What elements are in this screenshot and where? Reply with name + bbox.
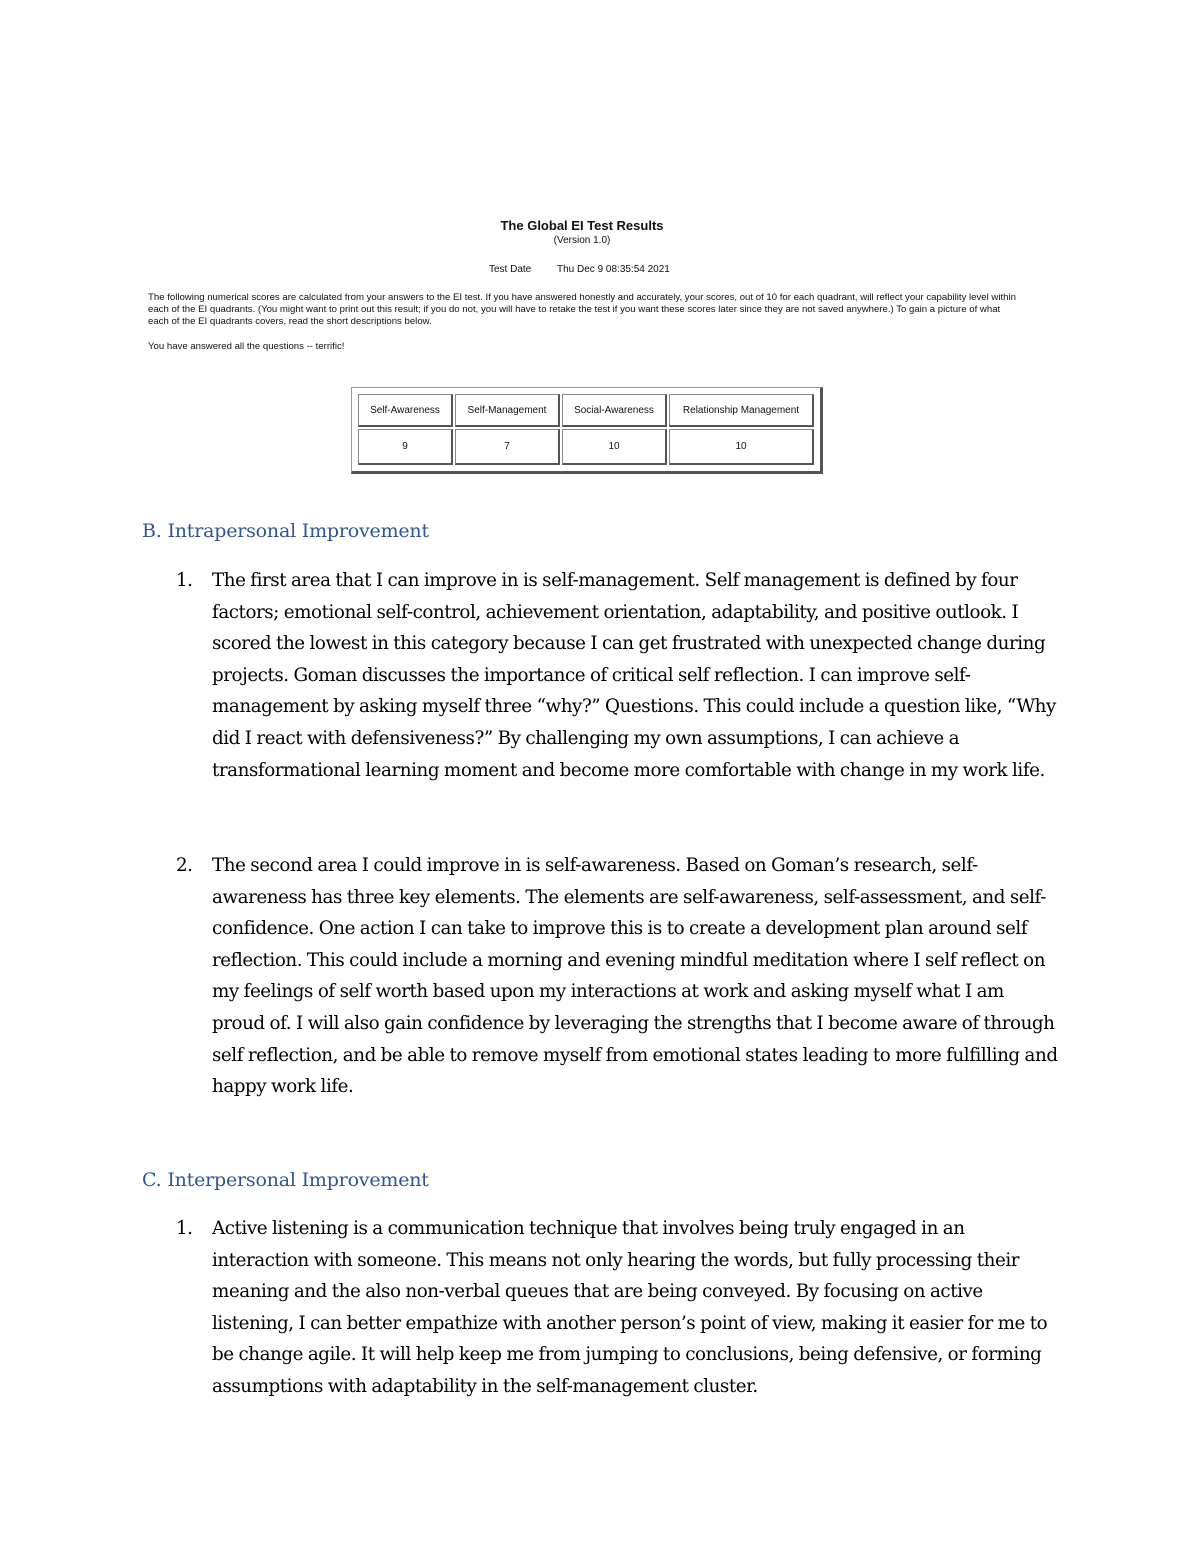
score-self-awareness: 9 bbox=[358, 429, 453, 465]
score-table-header-row bbox=[358, 394, 814, 427]
score-relationship-management: 10 bbox=[669, 429, 814, 465]
score-table bbox=[356, 392, 816, 467]
list-item-text: Active listening is a communication technique that involves being truly engaged in an interaction with someone. This means not only hearing the words, but fully processing their meaning and the also non-verbal queues that are being conveyed. By focusing on active listening, I can better empathize with another person’s point of view, making it easier for me to be change agile. It will help keep me from jumping to conclusions, being defensive, or forming assumptions with adaptability in the self-management cluster. bbox=[212, 1218, 1048, 1397]
list-item-number: 1. bbox=[176, 1218, 193, 1239]
list-item bbox=[176, 1213, 1056, 1403]
list-item-number: 1. bbox=[176, 570, 193, 591]
header-self-awareness: Self-Awareness bbox=[358, 394, 453, 427]
list-item-text: The first area that I can improve in is self-management. Self management is defined by four factors; emotional self-control, achievement orientation, adaptability, and positive outlook. I scored the lowest in this category because I can get frustrated with unexpected change during projects. Goman discusses the importance of critical self reflection. I can improve self-management by asking myself three “why?” Questions. This could include a question like, “Why did I react with defensiveness?” By challenging my own assumptions, I can achieve a transformational learning moment and become more comfortable with change in my work life. bbox=[212, 570, 1056, 781]
list-item-text: The second area I could improve in is self-awareness. Based on Goman’s research, self-awareness has three key elements. The elements are self-awareness, self-assessment, and self-confidence. One action I can take to improve this is to create a development plan around self reflection. This could include a morning and evening mindful meditation where I self reflect on my feelings of self worth based upon my interactions at work and asking myself what I am proud of. I will also gain confidence by leveraging the strengths that I become aware of through self reflection, and be able to remove myself from emotional states leading to more fulfilling and happy work life. bbox=[212, 855, 1058, 1098]
score-table-frame bbox=[351, 387, 823, 474]
score-social-awareness: 10 bbox=[562, 429, 667, 465]
section-b-heading: B. Intrapersonal Improvement bbox=[142, 520, 429, 542]
ei-test-results-image bbox=[146, 212, 1026, 480]
test-date-label: Test Date bbox=[489, 264, 532, 275]
header-relationship-management: Relationship Management bbox=[669, 394, 814, 427]
score-self-management: 7 bbox=[455, 429, 560, 465]
test-date-value: Thu Dec 9 08:35:54 2021 bbox=[557, 264, 670, 275]
header-social-awareness: Social-Awareness bbox=[562, 394, 667, 427]
score-table-value-row bbox=[358, 429, 814, 465]
section-c-heading: C. Interpersonal Improvement bbox=[142, 1169, 429, 1191]
results-answered-note: You have answered all the questions -- terrific! bbox=[148, 341, 345, 352]
results-intro: The following numerical scores are calculated from your answers to the EI test. If you have answered honestly and accurately, your scores, out of 10 for each quadrant, will reflect your capability level within each of the EI quadrants. (You might want to print out this result; if you do not, you will have to retake the test if you want these scores later since they are not saved anywhere.) To gain a picture of what each of the EI quadrants covers, read the short descriptions below. bbox=[148, 292, 1016, 328]
results-title: The Global EI Test Results bbox=[500, 218, 664, 233]
list-item-number: 2. bbox=[176, 855, 193, 876]
header-self-management: Self-Management bbox=[455, 394, 560, 427]
results-version: (Version 1.0) bbox=[553, 235, 611, 246]
list-item bbox=[176, 850, 1056, 1103]
list-item bbox=[176, 565, 1056, 786]
